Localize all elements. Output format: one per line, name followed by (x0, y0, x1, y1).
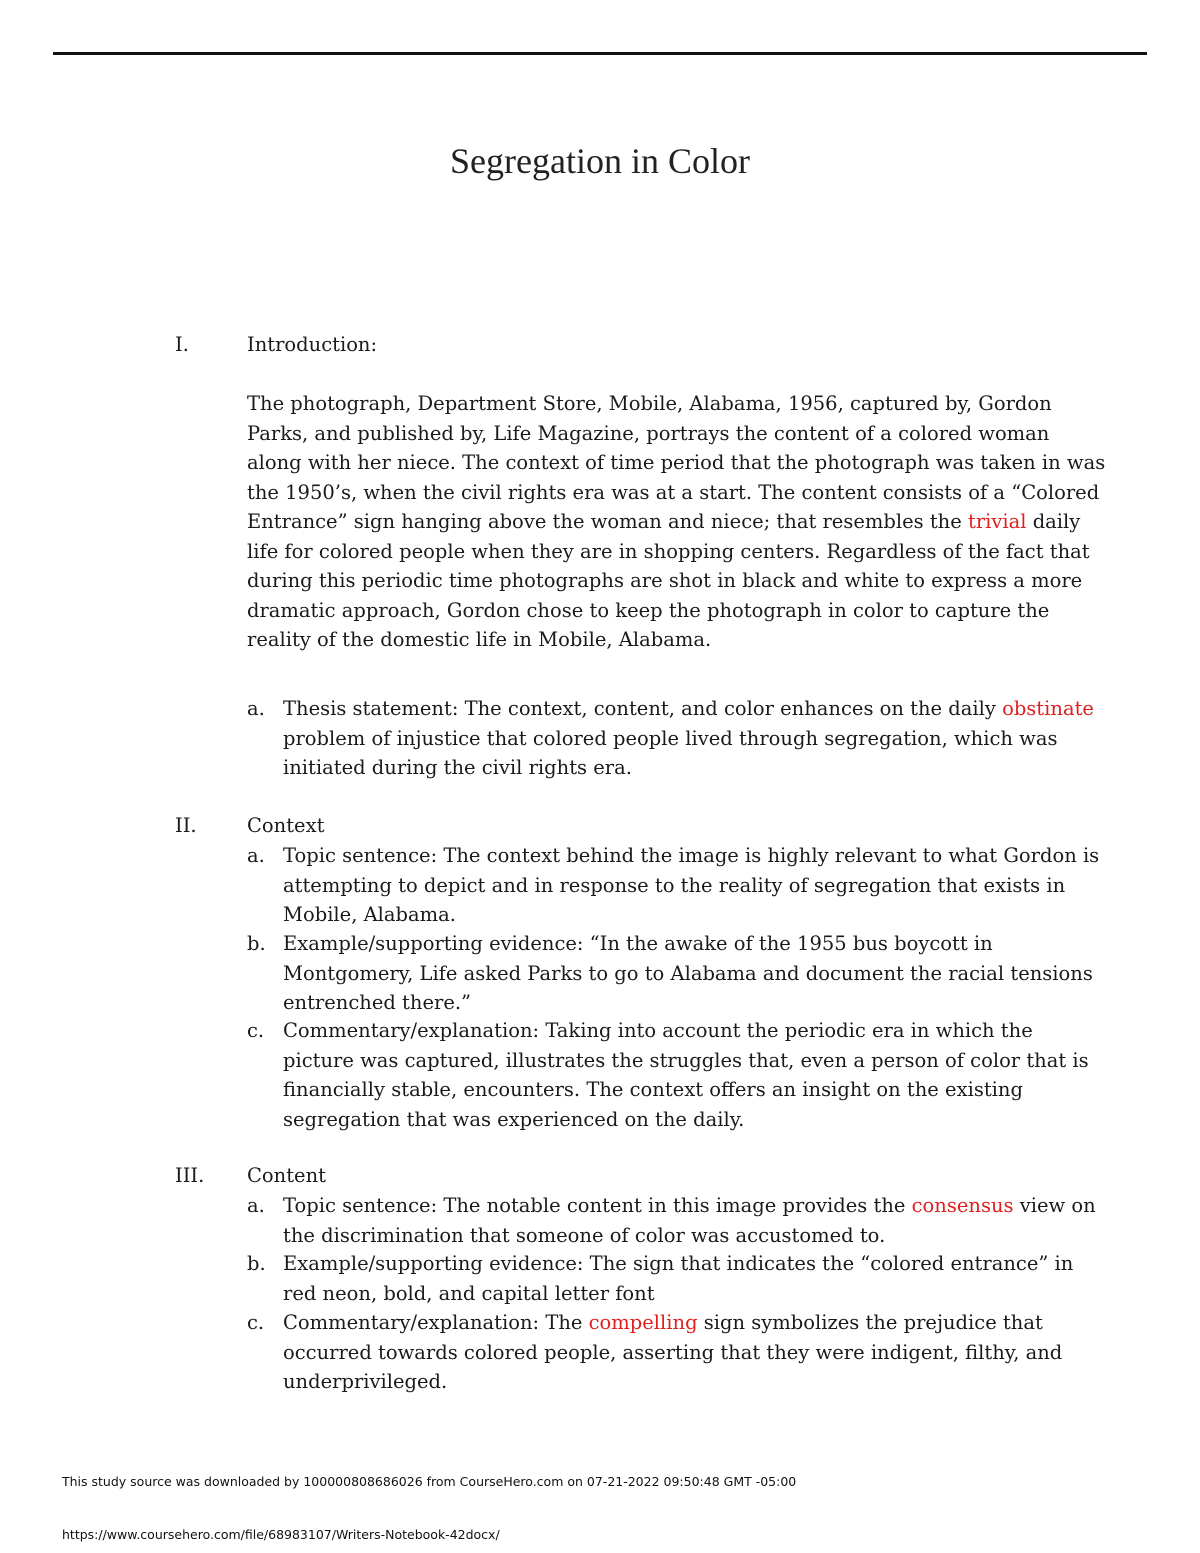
download-notice: This study source was downloaded by 100000808686026 from CourseHero.com on 07-21-2022 09:50:48 GMT -05:00 (62, 1474, 797, 1489)
item-line: Example/supporting evidence: “In the awake of the 1955 bus boycott in (283, 932, 993, 955)
item-letter: a. (247, 697, 265, 720)
text-run: Thesis statement: The context, content, and color enhances on the daily (283, 697, 1003, 720)
item-line: Mobile, Alabama. (283, 903, 456, 926)
item-line: financially stable, encounters. The context offers an insight on the existing (283, 1078, 1023, 1101)
section-numeral: II. (175, 814, 197, 837)
item-letter: b. (247, 932, 266, 955)
item-line: picture was captured, illustrates the struggles that, even a person of color that is (283, 1048, 1089, 1072)
item-body (283, 1308, 1073, 1397)
highlighted-word: consensus (911, 1194, 1014, 1217)
paragraph-line: the 1950’s, when the civil rights era was at a start. The content consists of a “Colored (247, 480, 1100, 504)
introduction-paragraph (247, 389, 1106, 655)
item-letter: a. (247, 1194, 265, 1217)
item-line: attempting to depict and in response to the reality of segregation that exists in (283, 873, 1066, 897)
item-line: Example/supporting evidence: The sign that indicates the “colored entrance” in (283, 1252, 1074, 1275)
text-run: Entrance” sign hanging above the woman and niece; that resembles the (247, 510, 968, 533)
text-run: Commentary/explanation: The (283, 1311, 589, 1334)
item-body (283, 1016, 1089, 1134)
item-letter: b. (247, 1252, 266, 1275)
item-letter: c. (247, 1311, 265, 1334)
highlighted-word: obstinate (1002, 697, 1094, 720)
item-line: segregation that was experienced on the daily. (283, 1107, 745, 1131)
item-line: occurred towards colored people, asserting that they were indigent, filthy, and (283, 1340, 1063, 1364)
item-letter: a. (247, 844, 265, 867)
item-body (283, 694, 1094, 783)
text-run: Topic sentence: The notable content in this image provides the (283, 1194, 912, 1217)
paragraph-line: dramatic approach, Gordon chose to keep the photograph in color to capture the (247, 598, 1050, 622)
item-body (283, 1249, 1073, 1308)
item-line: Topic sentence: The context behind the image is highly relevant to what Gordon is (283, 844, 1100, 867)
section-heading-context: Context (247, 814, 325, 837)
item-line (283, 694, 1094, 724)
item-body (283, 1191, 1096, 1250)
item-line: Montgomery, Life asked Parks to go to Alabama and document the racial tensions (283, 961, 1093, 985)
item-line: Commentary/explanation: Taking into account the periodic era in which the (283, 1019, 1033, 1042)
paragraph-line: along with her niece. The context of time period that the photograph was taken in was (247, 451, 1106, 474)
item-line: underprivileged. (283, 1370, 448, 1393)
paragraph-line: life for colored people when they are in shopping centers. Regardless of the fact that (247, 539, 1090, 563)
page-title: Segregation in Color (450, 141, 750, 181)
item-body (283, 841, 1100, 930)
item-line (283, 1191, 1096, 1221)
item-line: red neon, bold, and capital letter font (283, 1281, 655, 1305)
section-numeral: I. (175, 333, 189, 356)
section-heading-content: Content (247, 1164, 326, 1187)
highlighted-word: trivial (967, 510, 1027, 533)
paragraph-line: reality of the domestic life in Mobile, Alabama. (247, 628, 712, 651)
section-heading-introduction: Introduction: (247, 333, 378, 356)
highlighted-word: compelling (588, 1311, 698, 1334)
top-rule (53, 52, 1147, 55)
item-line: entrenched there.” (283, 991, 472, 1014)
item-line: initiated during the civil rights era. (283, 756, 632, 779)
paragraph-line: during this periodic time photographs are shot in black and white to express a more (247, 569, 1083, 592)
paragraph-line (247, 507, 1081, 537)
item-line (283, 1308, 1073, 1338)
text-run: daily (1026, 510, 1081, 533)
item-letter: c. (247, 1019, 265, 1042)
item-line: problem of injustice that colored people lived through segregation, which was (283, 726, 1058, 750)
section-numeral: III. (175, 1164, 205, 1187)
item-line: the discrimination that someone of color was accustomed to. (283, 1223, 886, 1247)
source-url-link[interactable]: https://www.coursehero.com/file/68983107/Writers-Notebook-42docx/ (62, 1527, 500, 1542)
text-run: sign symbolizes the prejudice that (697, 1311, 1043, 1334)
paragraph-line: Parks, and published by, Life Magazine, portrays the content of a colored woman (247, 421, 1050, 445)
item-body (283, 929, 1093, 1018)
paragraph-line: The photograph, Department Store, Mobile, Alabama, 1956, captured by, Gordon (247, 392, 1052, 415)
text-run: view on (1013, 1194, 1096, 1217)
